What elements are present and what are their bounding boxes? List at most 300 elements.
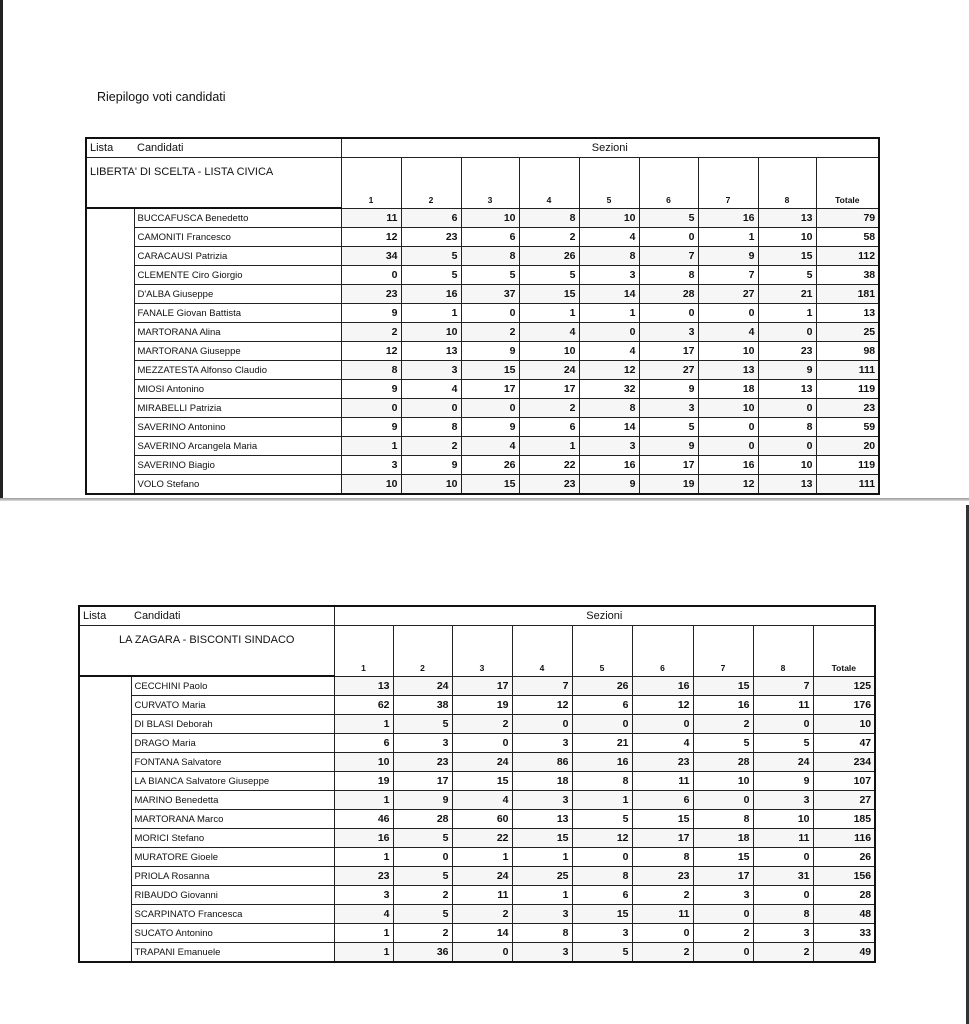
section-votes: 8 [341,361,401,380]
section-votes: 16 [698,456,758,475]
section-votes: 1 [334,848,393,867]
list-spacer-cell [79,886,131,905]
candidate-row [79,791,875,810]
section-votes: 8 [579,247,639,266]
section-votes: 18 [512,772,572,791]
section-votes: 3 [512,943,572,963]
section-column-header: 2 [393,626,452,677]
section-column-header: 5 [572,626,632,677]
scan-edge [0,0,3,500]
section-votes: 3 [753,791,813,810]
candidate-name: CURVATO Maria [131,696,334,715]
section-votes: 0 [639,228,698,247]
list-spacer-cell [79,829,131,848]
section-votes: 0 [341,399,401,418]
section-votes: 4 [452,791,512,810]
section-votes: 12 [579,361,639,380]
section-votes: 1 [452,848,512,867]
total-votes: 59 [816,418,879,437]
section-votes: 15 [758,247,816,266]
section-votes: 10 [334,753,393,772]
candidate-row [86,418,879,437]
list-spacer-cell [79,867,131,886]
total-votes: 156 [813,867,875,886]
section-votes: 8 [572,772,632,791]
section-column-header: 8 [753,626,813,677]
section-votes: 27 [639,361,698,380]
section-votes: 11 [753,696,813,715]
section-votes: 9 [698,247,758,266]
total-votes: 125 [813,676,875,696]
section-votes: 1 [512,848,572,867]
section-votes: 10 [693,772,753,791]
section-votes: 2 [401,437,461,456]
list-spacer-cell [86,361,134,380]
section-votes: 9 [579,475,639,495]
candidate-name: LA BIANCA Salvatore Giuseppe [131,772,334,791]
section-votes: 14 [579,418,639,437]
section-votes: 10 [461,208,519,228]
candidate-row [79,810,875,829]
section-votes: 6 [572,886,632,905]
candidate-row [79,696,875,715]
section-votes: 28 [639,285,698,304]
section-votes: 2 [393,924,452,943]
total-votes: 107 [813,772,875,791]
section-votes: 3 [693,886,753,905]
candidate-name: MURATORE Gioele [131,848,334,867]
list-spacer-cell [79,943,131,963]
section-votes: 6 [519,418,579,437]
section-votes: 25 [512,867,572,886]
total-votes: 58 [816,228,879,247]
candidate-row [79,867,875,886]
section-votes: 8 [758,418,816,437]
candidate-row [86,247,879,266]
section-votes: 1 [512,886,572,905]
section-votes: 1 [579,304,639,323]
section-votes: 11 [632,772,693,791]
candidate-row [86,228,879,247]
list-spacer-cell [79,753,131,772]
section-column-header: 5 [579,158,639,209]
section-votes: 7 [698,266,758,285]
section-votes: 13 [401,342,461,361]
lista-header: Lista [86,138,134,158]
total-column-header: Totale [816,158,879,209]
candidate-row [86,475,879,495]
section-votes: 0 [753,886,813,905]
list-spacer-cell [86,380,134,399]
section-votes: 10 [401,475,461,495]
section-votes: 24 [452,867,512,886]
list-spacer-cell [86,323,134,342]
section-votes: 9 [341,380,401,399]
section-votes: 46 [334,810,393,829]
section-votes: 1 [334,943,393,963]
results-table-liberta [85,137,880,495]
section-votes: 0 [758,437,816,456]
list-spacer-cell [86,475,134,495]
section-votes: 19 [639,475,698,495]
section-votes: 19 [334,772,393,791]
section-votes: 8 [512,924,572,943]
list-spacer-cell [79,772,131,791]
candidate-name: MARTORANA Alina [134,323,341,342]
list-spacer-cell [79,848,131,867]
candidate-row [79,829,875,848]
section-votes: 12 [341,342,401,361]
section-votes: 0 [572,848,632,867]
section-votes: 0 [452,943,512,963]
section-votes: 11 [632,905,693,924]
section-votes: 10 [758,456,816,475]
section-votes: 16 [572,753,632,772]
candidate-row [86,266,879,285]
section-votes: 17 [393,772,452,791]
section-votes: 1 [698,228,758,247]
candidate-name: SAVERINO Antonino [134,418,341,437]
section-votes: 23 [341,285,401,304]
candidate-name: DRAGO Maria [131,734,334,753]
section-votes: 17 [639,342,698,361]
section-votes: 8 [632,848,693,867]
section-votes: 12 [512,696,572,715]
section-votes: 10 [341,475,401,495]
section-votes: 12 [698,475,758,495]
candidate-row [79,772,875,791]
section-votes: 4 [632,734,693,753]
total-votes: 98 [816,342,879,361]
section-column-header: 7 [698,158,758,209]
section-votes: 0 [632,924,693,943]
section-votes: 5 [639,208,698,228]
list-spacer-cell [86,437,134,456]
section-votes: 26 [461,456,519,475]
section-votes: 0 [639,304,698,323]
candidate-row [79,848,875,867]
section-votes: 10 [698,399,758,418]
candidate-name: MIOSI Antonino [134,380,341,399]
total-votes: 13 [816,304,879,323]
candidate-name: DI BLASI Deborah [131,715,334,734]
section-votes: 5 [393,867,452,886]
list-spacer-cell [86,208,134,228]
section-votes: 8 [519,208,579,228]
section-votes: 28 [693,753,753,772]
total-votes: 10 [813,715,875,734]
header-row [79,606,875,626]
list-spacer-cell [86,418,134,437]
candidate-name: MEZZATESTA Alfonso Claudio [134,361,341,380]
section-votes: 0 [698,418,758,437]
section-votes: 13 [758,208,816,228]
section-votes: 0 [461,304,519,323]
section-votes: 27 [698,285,758,304]
candidate-name: SAVERINO Biagio [134,456,341,475]
section-votes: 0 [461,399,519,418]
section-votes: 2 [632,943,693,963]
section-votes: 5 [401,266,461,285]
list-spacer-cell [86,304,134,323]
section-votes: 24 [753,753,813,772]
section-votes: 3 [512,791,572,810]
candidate-name: MIRABELLI Patrizia [134,399,341,418]
lista-header: Lista [79,606,131,626]
section-votes: 17 [519,380,579,399]
list-spacer-cell [86,266,134,285]
section-votes: 4 [579,228,639,247]
sezioni-header: Sezioni [341,138,879,158]
total-votes: 49 [813,943,875,963]
total-votes: 26 [813,848,875,867]
candidate-name: SCARPINATO Francesca [131,905,334,924]
section-votes: 5 [639,418,698,437]
section-votes: 17 [693,867,753,886]
section-votes: 9 [639,437,698,456]
section-votes: 15 [461,361,519,380]
section-votes: 23 [334,867,393,886]
total-votes: 25 [816,323,879,342]
list-spacer-cell [79,905,131,924]
section-votes: 15 [512,829,572,848]
section-votes: 0 [693,905,753,924]
candidati-header: Candidati [131,606,334,626]
candidate-row [86,342,879,361]
list-spacer-cell [79,715,131,734]
section-votes: 32 [579,380,639,399]
candidate-row [86,399,879,418]
section-votes: 2 [341,323,401,342]
section-votes: 17 [639,456,698,475]
list-spacer-cell [79,696,131,715]
total-votes: 23 [816,399,879,418]
candidate-row [86,304,879,323]
list-name: LA ZAGARA - BISCONTI SINDACO [79,626,334,677]
section-votes: 0 [341,266,401,285]
section-votes: 11 [452,886,512,905]
list-spacer-cell [79,676,131,696]
section-votes: 8 [753,905,813,924]
section-votes: 10 [401,323,461,342]
section-votes: 5 [393,715,452,734]
section-votes: 5 [572,943,632,963]
section-votes: 15 [572,905,632,924]
section-votes: 15 [693,848,753,867]
candidate-name: SAVERINO Arcangela Maria [134,437,341,456]
section-votes: 5 [753,734,813,753]
section-votes: 5 [519,266,579,285]
section-votes: 11 [753,829,813,848]
section-votes: 10 [753,810,813,829]
section-votes: 10 [698,342,758,361]
section-column-header: 1 [341,158,401,209]
candidate-name: TRAPANI Emanuele [131,943,334,963]
section-votes: 4 [698,323,758,342]
total-votes: 28 [813,886,875,905]
section-votes: 16 [401,285,461,304]
section-votes: 6 [632,791,693,810]
candidate-name: VOLO Stefano [134,475,341,495]
list-spacer-cell [86,247,134,266]
list-name: LIBERTA' DI SCELTA - LISTA CIVICA [86,158,341,209]
list-spacer-cell [86,399,134,418]
section-column-header: 7 [693,626,753,677]
section-votes: 13 [512,810,572,829]
section-votes: 4 [519,323,579,342]
section-votes: 9 [758,361,816,380]
section-column-header: 2 [401,158,461,209]
column-header-row [86,158,879,209]
section-votes: 18 [693,829,753,848]
section-votes: 23 [401,228,461,247]
candidate-row [86,437,879,456]
section-votes: 9 [639,380,698,399]
section-votes: 0 [393,848,452,867]
total-column-header: Totale [813,626,875,677]
section-votes: 60 [452,810,512,829]
section-votes: 7 [639,247,698,266]
list-spacer-cell [86,285,134,304]
section-votes: 16 [334,829,393,848]
total-votes: 79 [816,208,879,228]
section-column-header: 4 [512,626,572,677]
section-votes: 9 [461,418,519,437]
section-votes: 5 [393,829,452,848]
section-votes: 16 [693,696,753,715]
total-votes: 176 [813,696,875,715]
section-votes: 0 [698,304,758,323]
candidate-row [79,753,875,772]
section-votes: 2 [519,228,579,247]
section-votes: 6 [572,696,632,715]
candidate-name: PRIOLA Rosanna [131,867,334,886]
section-votes: 2 [393,886,452,905]
section-votes: 1 [519,304,579,323]
section-votes: 24 [393,676,452,696]
section-votes: 0 [401,399,461,418]
section-votes: 62 [334,696,393,715]
candidate-name: FONTANA Salvatore [131,753,334,772]
candidate-row [86,456,879,475]
total-votes: 119 [816,456,879,475]
section-votes: 21 [572,734,632,753]
candidate-name: CAMONITI Francesco [134,228,341,247]
candidate-name: CLEMENTE Ciro Giorgio [134,266,341,285]
section-votes: 17 [632,829,693,848]
section-votes: 3 [639,399,698,418]
section-votes: 1 [758,304,816,323]
candidate-name: MARTORANA Marco [131,810,334,829]
section-votes: 15 [632,810,693,829]
section-votes: 8 [693,810,753,829]
section-votes: 12 [341,228,401,247]
section-votes: 28 [393,810,452,829]
section-votes: 8 [579,399,639,418]
section-votes: 16 [698,208,758,228]
list-spacer-cell [79,791,131,810]
section-votes: 4 [579,342,639,361]
page-divider [0,498,969,501]
section-votes: 8 [639,266,698,285]
list-spacer-cell [79,924,131,943]
total-votes: 48 [813,905,875,924]
section-votes: 9 [461,342,519,361]
section-votes: 12 [632,696,693,715]
section-votes: 19 [452,696,512,715]
section-votes: 5 [393,905,452,924]
section-votes: 3 [639,323,698,342]
section-votes: 36 [393,943,452,963]
list-spacer-cell [86,456,134,475]
section-votes: 37 [461,285,519,304]
candidate-name: CECCHINI Paolo [131,676,334,696]
section-votes: 2 [632,886,693,905]
section-votes: 15 [519,285,579,304]
section-column-header: 1 [334,626,393,677]
section-votes: 0 [753,848,813,867]
candidate-name: BUCCAFUSCA Benedetto [134,208,341,228]
candidate-name: MARINO Benedetta [131,791,334,810]
section-votes: 3 [393,734,452,753]
document-title: Riepilogo voti candidati [97,90,226,104]
section-votes: 0 [512,715,572,734]
section-votes: 15 [461,475,519,495]
section-votes: 0 [572,715,632,734]
candidate-row [79,715,875,734]
candidate-row [79,943,875,963]
section-votes: 10 [579,208,639,228]
list-spacer-cell [79,810,131,829]
section-votes: 9 [341,418,401,437]
total-votes: 234 [813,753,875,772]
total-votes: 119 [816,380,879,399]
section-votes: 9 [401,456,461,475]
section-votes: 2 [753,943,813,963]
section-votes: 23 [632,867,693,886]
section-votes: 2 [693,715,753,734]
section-votes: 1 [334,791,393,810]
candidate-name: D'ALBA Giuseppe [134,285,341,304]
sezioni-header: Sezioni [334,606,875,626]
section-votes: 24 [452,753,512,772]
section-votes: 5 [758,266,816,285]
candidate-row [79,886,875,905]
total-votes: 111 [816,361,879,380]
section-column-header: 8 [758,158,816,209]
candidate-name: FANALE Giovan Battista [134,304,341,323]
section-column-header: 6 [632,626,693,677]
section-votes: 3 [512,905,572,924]
list-spacer-cell [86,342,134,361]
section-votes: 15 [452,772,512,791]
header-row [86,138,879,158]
section-votes: 4 [401,380,461,399]
section-votes: 3 [401,361,461,380]
section-votes: 31 [753,867,813,886]
total-votes: 20 [816,437,879,456]
section-votes: 2 [693,924,753,943]
total-votes: 111 [816,475,879,495]
column-header-row [79,626,875,677]
section-votes: 86 [512,753,572,772]
section-votes: 6 [461,228,519,247]
section-votes: 3 [753,924,813,943]
section-votes: 3 [579,266,639,285]
candidate-name: MORICI Stefano [131,829,334,848]
section-votes: 16 [579,456,639,475]
section-votes: 1 [401,304,461,323]
